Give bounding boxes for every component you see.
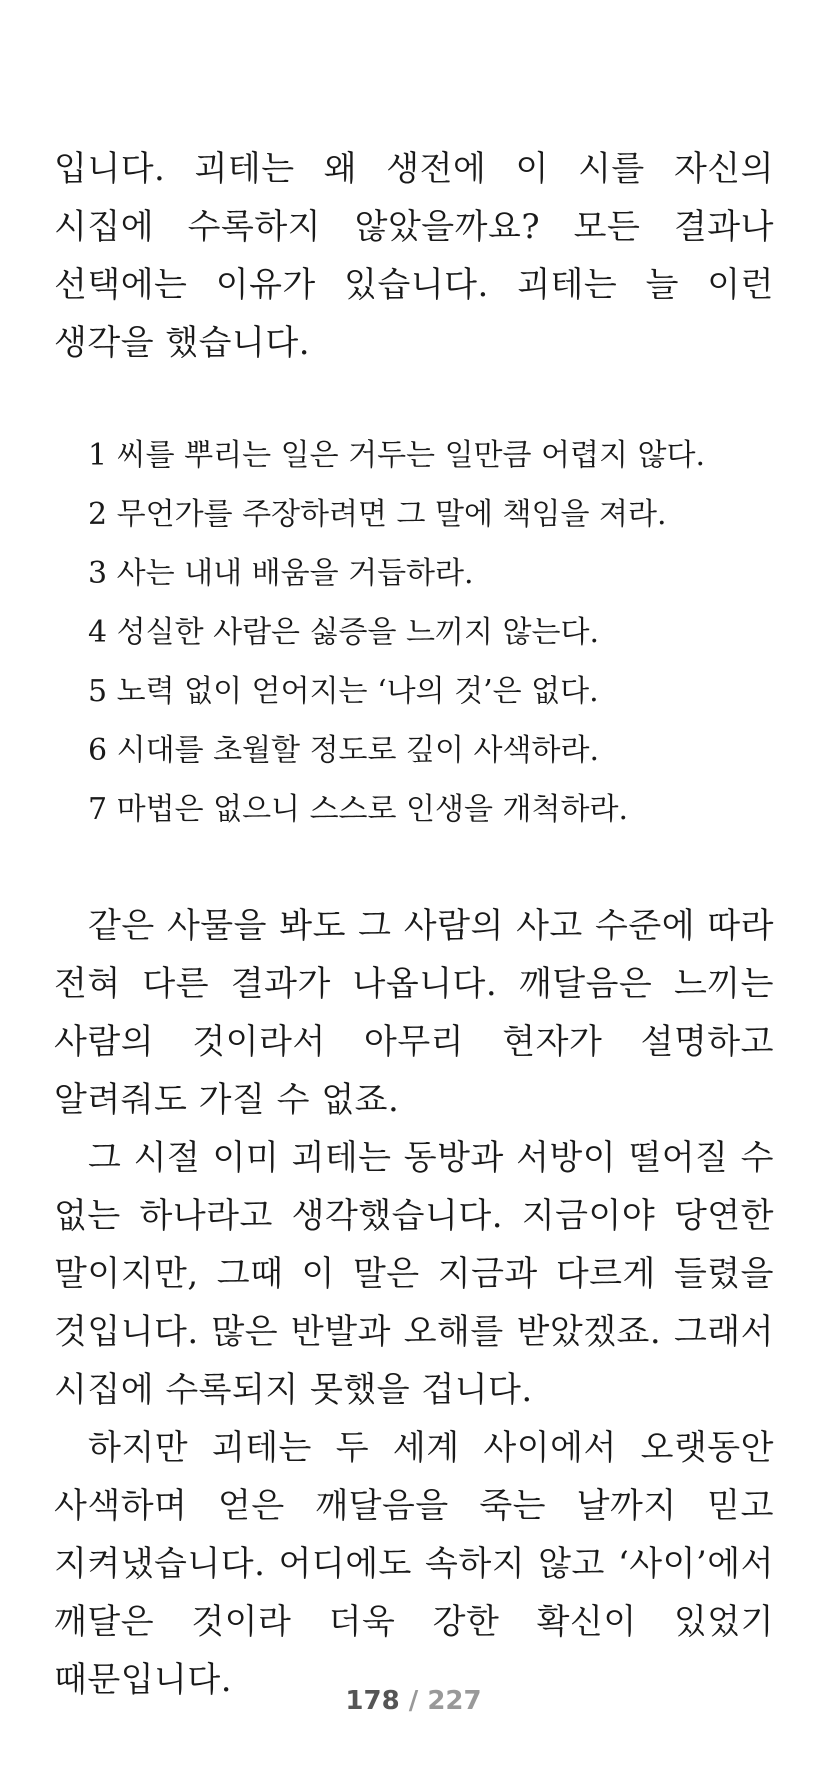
page-separator: /: [408, 1686, 419, 1716]
list-item: 2 무언가를 주장하려면 그 말에 책임을 져라.: [88, 497, 667, 532]
list-item: 6 시대를 초월할 정도로 깊이 사색하라.: [88, 733, 600, 768]
book-page: [54, 140, 774, 1709]
page-indicator: [0, 1686, 827, 1716]
list-item: 4 성실한 사람은 싫증을 느끼지 않는다.: [88, 615, 600, 650]
total-pages-number: 227: [427, 1686, 482, 1716]
list-item: 3 사는 내내 배움을 거듭하라.: [88, 556, 474, 591]
body-paragraph: 하지만 괴테는 두 세계 사이에서 오랫동안 사색하며 얻은 깨달음을 죽는 날까지 믿고 지켜냈습니다. 어디에도 속하지 않고 ‘사이’에서 깨달은 것이라 더욱 강한 확신이 있었기 때문입니다.: [54, 1428, 774, 1700]
goethe-maxims-list: [54, 426, 774, 839]
list-item: 7 마법은 없으니 스스로 인생을 개척하라.: [88, 792, 628, 827]
body-paragraph: 그 시절 이미 괴테는 동방과 서방이 떨어질 수 없는 하나라고 생각했습니다. 지금이야 당연한 말이지만, 그때 이 말은 지금과 다르게 들렸을 것입니다. 많은 반발과 오해를 받았겠죠. 그래서 시집에 수록되지 못했을 겁니다.: [54, 1138, 774, 1410]
body-paragraph: 같은 사물을 봐도 그 사람의 사고 수준에 따라 전혀 다른 결과가 나옵니다. 깨달음은 느끼는 사람의 것이라서 아무리 현자가 설명하고 알려줘도 가질 수 없죠.: [54, 906, 774, 1120]
intro-paragraph: 입니다. 괴테는 왜 생전에 이 시를 자신의 시집에 수록하지 않았을까요? 모든 결과나 선택에는 이유가 있습니다. 괴테는 늘 이런 생각을 했습니다.: [54, 149, 774, 363]
list-item: 5 노력 없이 얻어지는 ‘나의 것’은 없다.: [88, 674, 599, 709]
list-item: 1 씨를 뿌리는 일은 거두는 일만큼 어렵지 않다.: [88, 438, 706, 473]
current-page-number: 178: [345, 1686, 400, 1716]
